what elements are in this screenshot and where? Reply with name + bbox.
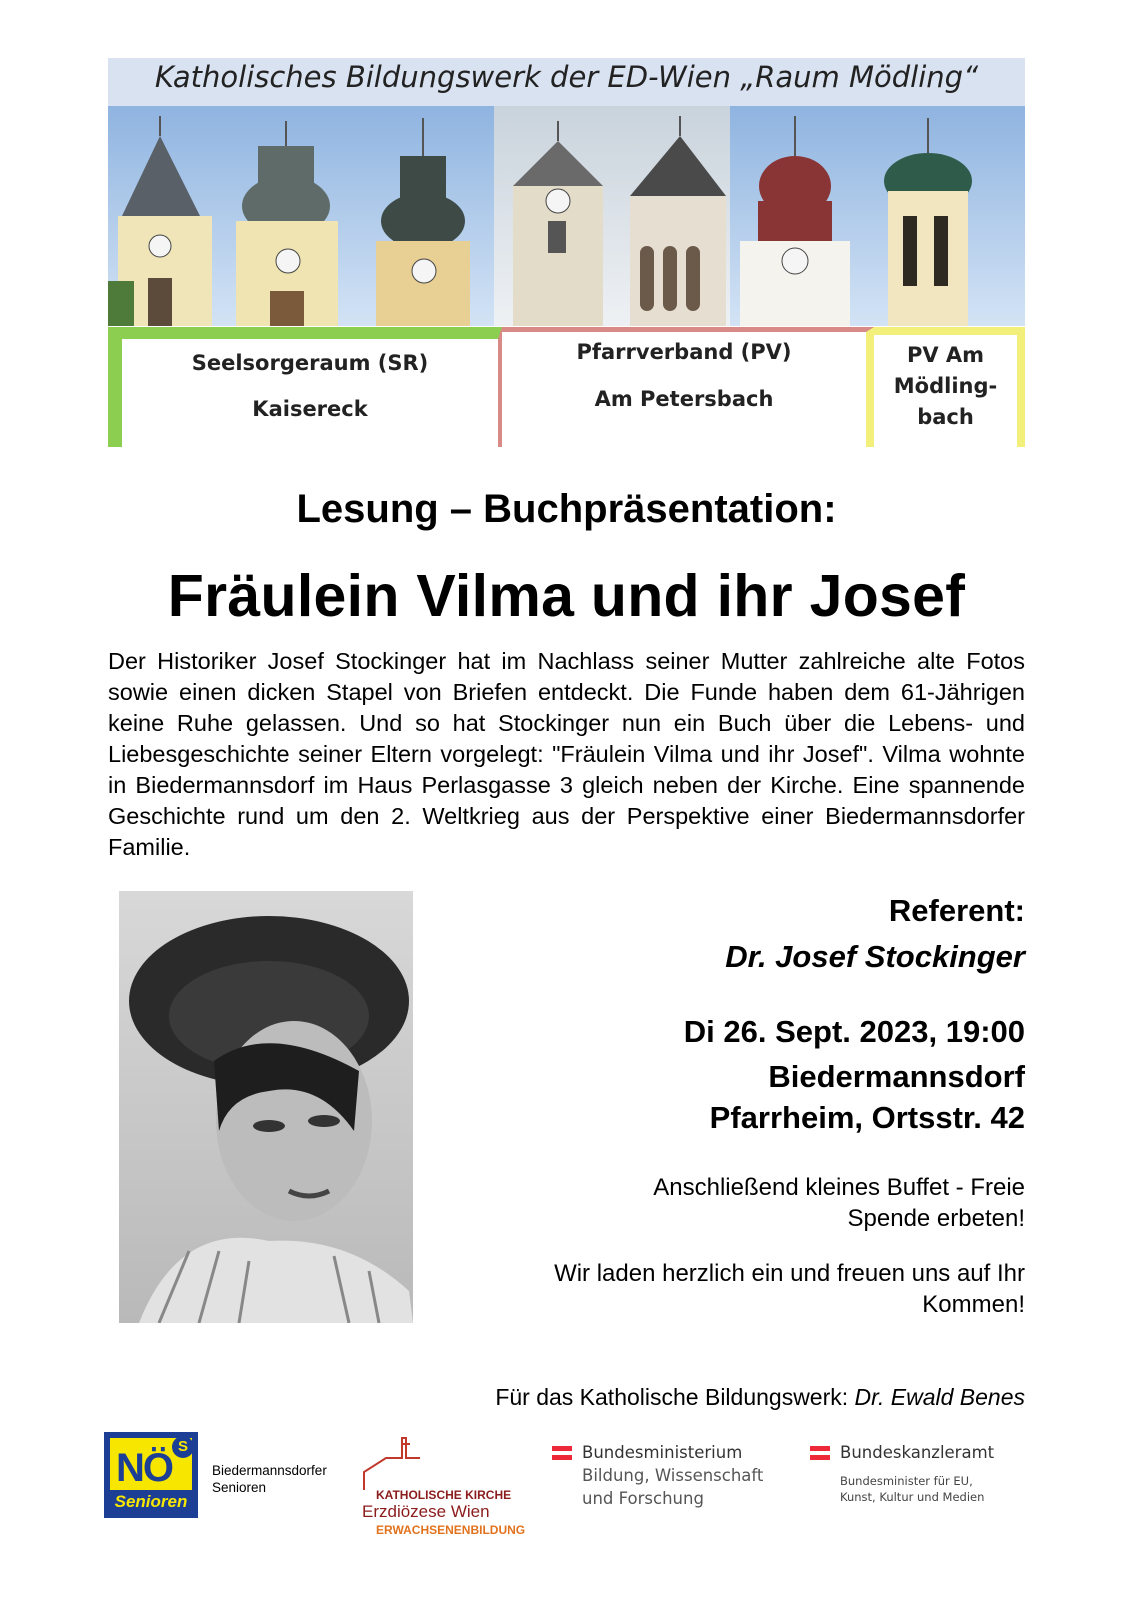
- event-address: Pfarrheim, Ortsstr. 42: [709, 1100, 1025, 1135]
- event-date: Di 26. Sept. 2023, 19:00: [683, 1014, 1025, 1049]
- region-pv-moedlingbach: [874, 327, 1025, 447]
- austria-flag-icon: [810, 1446, 830, 1460]
- region-pv-title: Pfarrverband (PV): [576, 340, 792, 364]
- header-title: Katholisches Bildungswerk der ED-Wien „Raum Mödling“: [154, 60, 979, 94]
- ministry-subtitle-2: und Forschung: [582, 1489, 704, 1508]
- church-towers-image: [108, 106, 1025, 326]
- noe-senioren-logo: [104, 1432, 198, 1518]
- noe-org-line1: Biedermannsdorfer: [212, 1463, 327, 1478]
- region-pv-name: Am Petersbach: [594, 387, 774, 411]
- region-pfarrverband: [502, 327, 874, 447]
- ministry-subtitle-1: Bildung, Wissenschaft: [582, 1466, 764, 1485]
- noe-org-name: [212, 1462, 327, 1496]
- chancellery-title: Bundeskanzleramt: [840, 1443, 995, 1462]
- region-pvm-line3: bach: [917, 405, 974, 429]
- chancellery-subtitle-2: Kunst, Kultur und Medien: [840, 1490, 985, 1504]
- austria-flag-icon: [552, 1446, 572, 1460]
- event-description: Der Historiker Josef Stockinger hat im Nachlass seiner Mutter zahlreiche alte Fotos sowie einen dicken Stapel von Briefen entdeckt. Die Funde haben dem 61-Jährigen keine Ruhe gelassen. Und so hat Stockinger nun ein Buch über die Lebens- und Liebesgeschichte seiner Eltern vorgelegt: "Fräulein Vilma und ihr Josef". Vilma wohnte in Biedermannsdorf im Haus Perlasgasse 3 gleich neben der Kirche. Eine spannende Geschichte rund um den 2. Weltkrieg aus der Perspektive einer Biedermannsdorfer Familie.: [108, 648, 1025, 860]
- noe-logo-s-badge: S: [172, 1436, 194, 1458]
- signature-label: Für das Katholische Bildungswerk:: [495, 1384, 855, 1410]
- region-pvm-line1: PV Am: [906, 343, 985, 367]
- signature-name: Dr. Ewald Benes: [854, 1384, 1025, 1410]
- event-subtitle: Lesung – Buchpräsentation:: [296, 487, 837, 531]
- buffet-note: Anschließend kleines Buffet - Freie Spende erbeten!: [653, 1174, 1025, 1232]
- region-pvm-line2: Mödling-: [893, 374, 998, 398]
- invitation-note: Wir laden herzlich ein und freuen uns auf Ihr Kommen!: [554, 1260, 1025, 1318]
- referent-name: Dr. Josef Stockinger: [725, 939, 1025, 974]
- portrait-photo: [119, 891, 413, 1323]
- event-place: Biedermannsdorf: [768, 1059, 1025, 1094]
- kk-logo-line3: ERWACHSENENBILDUNG: [376, 1523, 526, 1537]
- church-outline-icon: [362, 1436, 422, 1492]
- event-title: Fräulein Vilma und ihr Josef: [167, 563, 966, 629]
- noe-logo-senioren: Senioren: [114, 1492, 188, 1511]
- noe-logo-text: NÖ: [116, 1446, 172, 1490]
- noe-org-line2: Senioren: [212, 1480, 267, 1495]
- referent-label: Referent:: [888, 893, 1025, 928]
- region-sr-title: Seelsorgeraum (SR): [191, 351, 429, 375]
- ministry-title: Bundesministerium: [582, 1443, 743, 1462]
- kk-logo-line2: Erzdiözese Wien: [362, 1502, 490, 1521]
- kk-logo-line1: KATHOLISCHE KIRCHE: [376, 1488, 512, 1502]
- signature: [495, 1384, 1025, 1411]
- region-seelsorgeraum: [108, 327, 502, 447]
- region-sr-name: Kaisereck: [252, 397, 368, 421]
- chancellery-subtitle-1: Bundesminister für EU,: [840, 1474, 973, 1488]
